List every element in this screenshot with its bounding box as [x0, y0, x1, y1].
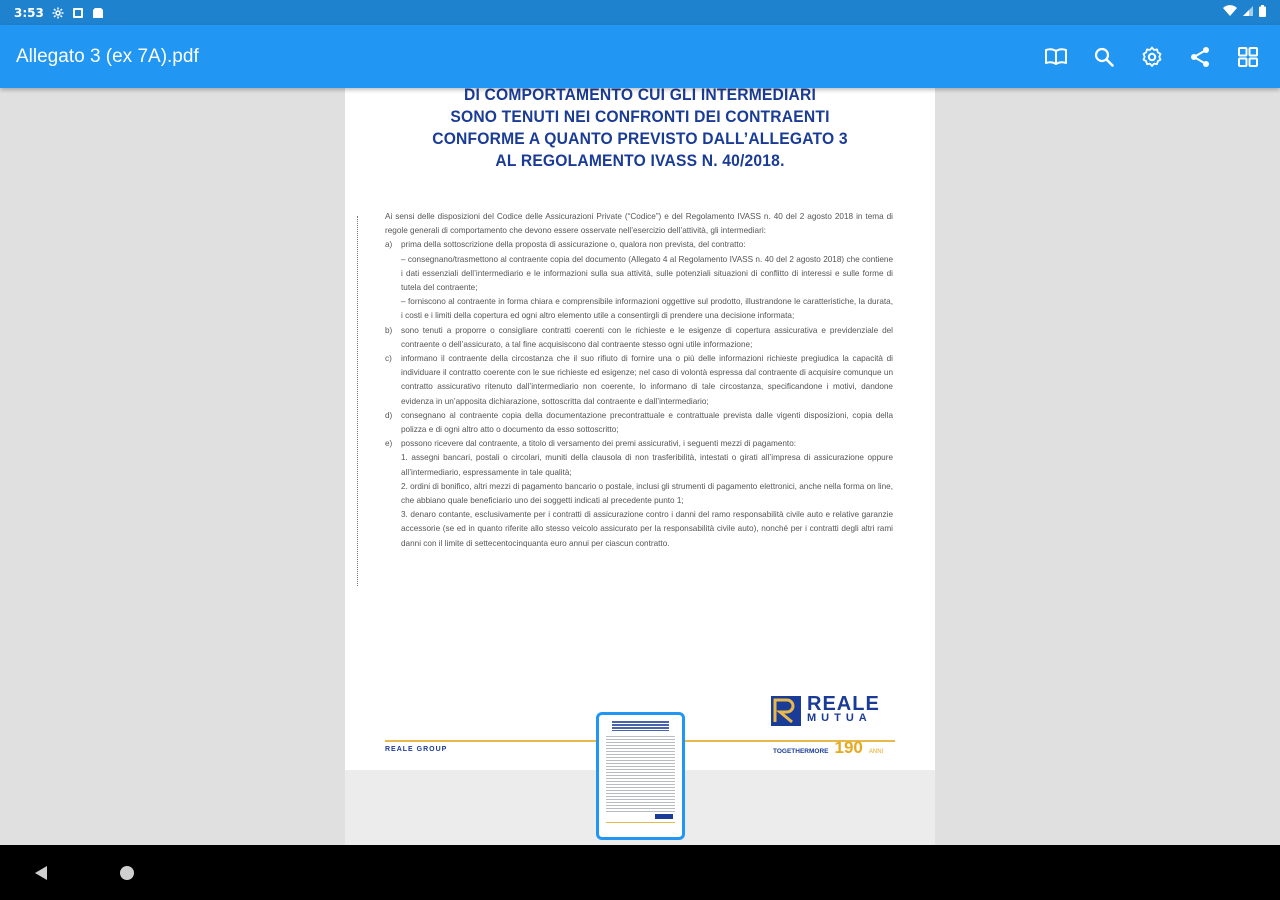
logo-line2: MUTUA: [807, 712, 872, 724]
list-item: – consegnano/trasmettono al contraente copia del documento (Allegato 4 al Regolamento IVASS n. 40 del 2 agosto 2018) che contiene i dati essenziali dell’intermediario e le informazioni sulla sua attività, sulle potenziali situazioni di conflitto di interessi e sulle forme di tutela del contraente;: [401, 254, 893, 293]
footer-anni: ANNI: [868, 749, 884, 755]
share-icon: [1188, 45, 1212, 69]
list-item: e) possono ricevere dal contraente, a titolo di versamento dei premi assicurativi, i seguenti mezzi di pagamento:: [385, 439, 797, 449]
status-time: 3:53: [14, 5, 44, 20]
share-button[interactable]: [1188, 45, 1212, 69]
heading-line: AL REGOLAMENTO IVASS N. 40/2018.: [495, 151, 785, 170]
sd-card-icon: [92, 7, 104, 19]
thumbnail-body: [606, 736, 675, 812]
list-item: 3. denaro contante, esclusivamente per i contratti di assicurazione contro i danni del ramo responsabilità civile auto e relative garanzie accessorie (se ed in quanto riferite allo stesso veicolo assicurato per la responsabilità civile auto), nonché per i contratti degli altri rami danni con il limite di settecentocinquanta euro annui per ciascun contratto.: [401, 510, 893, 548]
app-status-icon: [72, 7, 84, 19]
thumbnail-title: [612, 721, 669, 731]
footer-number: 190: [834, 738, 863, 757]
back-icon: [32, 864, 50, 882]
settings-icon: [1140, 45, 1164, 69]
list-item: 2. ordini di bonifico, altri mezzi di pagamento bancario o postale, inclusi gli strumenti di pagamento elettronici, anche nella forma on line, che abbiano quale beneficiario uno dei soggetti indicati al precedente punto 1;: [401, 481, 893, 506]
home-button[interactable]: [116, 862, 138, 884]
footer-tag: TOGETHERMORE: [773, 748, 829, 755]
grid-view-button[interactable]: [1236, 45, 1260, 69]
app-bar: [0, 25, 1280, 88]
reading-mode-icon: [1044, 45, 1068, 69]
status-bar: [0, 0, 1280, 25]
search-icon: [1092, 45, 1116, 69]
document-title: Allegato 3 (ex 7A).pdf: [16, 45, 199, 67]
reale-logo-icon: [771, 696, 801, 726]
wifi-icon: [1223, 5, 1237, 20]
home-icon: [118, 864, 136, 882]
document-heading: [405, 88, 874, 172]
page-thumbnail[interactable]: [596, 712, 685, 840]
grid-view-icon: [1236, 45, 1260, 69]
settings-status-icon: [52, 7, 64, 19]
back-button[interactable]: [30, 862, 52, 884]
footer-group: REALE GROUP: [385, 746, 448, 753]
settings-button[interactable]: [1140, 45, 1164, 69]
pdf-page[interactable]: [345, 88, 935, 770]
list-item: c) informano il contraente della circostanza che il suo rifiuto di fornire una o più delle informazioni richieste pregiudica la capacità di individuare il contratto coerente con le sue richieste ed esigenze; nel caso di volontà espressa dal contraente di acquisire comunque un contratto assicurativo ritenuto dall’intermediario non coerente, lo informano di tale circostanza, specificandone i motivi, dandone evidenza in un’apposita dichiarazione, sottoscritta dal contraente e dall’intermediario;: [385, 354, 893, 406]
logo-line1: REALE: [807, 693, 880, 715]
list-item: – forniscono al contraente in forma chiara e comprensibile informazioni oggettive sul prodotto, illustrandone le caratteristiche, la durata, i costi e i limiti della copertura ed ogni altro elemento utile a consentirgli di prendere una decisione informata;: [401, 297, 893, 321]
search-button[interactable]: [1092, 45, 1116, 69]
footer-tagline: [773, 738, 883, 758]
thumbnail-logo: [655, 814, 673, 819]
list-item: a) prima della sottoscrizione della proposta di assicurazione o, qualora non prevista, del contratto:: [385, 240, 746, 250]
reale-mutua-logo: [771, 693, 880, 726]
heading-line: SONO TENUTI NEI CONFRONTI DEI CONTRAENTI: [450, 107, 830, 126]
list-item: 1. assegni bancari, postali o circolari, muniti della clausola di non trasferibilità, intestati o girati all’impresa di assicurazione oppure all’intermediario, espressamente in tale qualità;: [401, 453, 893, 477]
system-nav-bar: [0, 845, 1280, 900]
list-item: b) sono tenuti a proporre o consigliare contratti coerenti con le richieste e le esigenze di copertura assicurativa e previdenziale del contraente o dell’assicurato, a tal fine acquisiscono dal contraente stesso ogni utile informazione;: [385, 325, 893, 349]
heading-line: DI COMPORTAMENTO CUI GLI INTERMEDIARI: [463, 88, 817, 104]
list-item: d) consegnano al contraente copia della documentazione precontrattuale e contrattuale prevista dalle vigenti disposizioni, copia della polizza e di ogni altro atto o documento da esso sottoscritto;: [385, 410, 893, 435]
heading-line: CONFORME A QUANTO PREVISTO DALL’ALLEGATO 3: [432, 129, 848, 148]
reading-mode-button[interactable]: [1044, 45, 1068, 69]
document-body: [385, 210, 893, 551]
intro-paragraph: Ai sensi delle disposizioni del Codice delle Assicurazioni Private (“Codice”) e del Regolamento IVASS n. 40 del 2 agosto 2018 in tema di regole generali di comportamento che devono essere osservate nell’esercizio dell’attività, gli intermediari:: [385, 212, 893, 236]
signal-icon: [1243, 5, 1253, 20]
battery-icon: [1259, 5, 1266, 20]
thumbnail-footer: [606, 822, 675, 823]
side-rule: [357, 216, 359, 586]
